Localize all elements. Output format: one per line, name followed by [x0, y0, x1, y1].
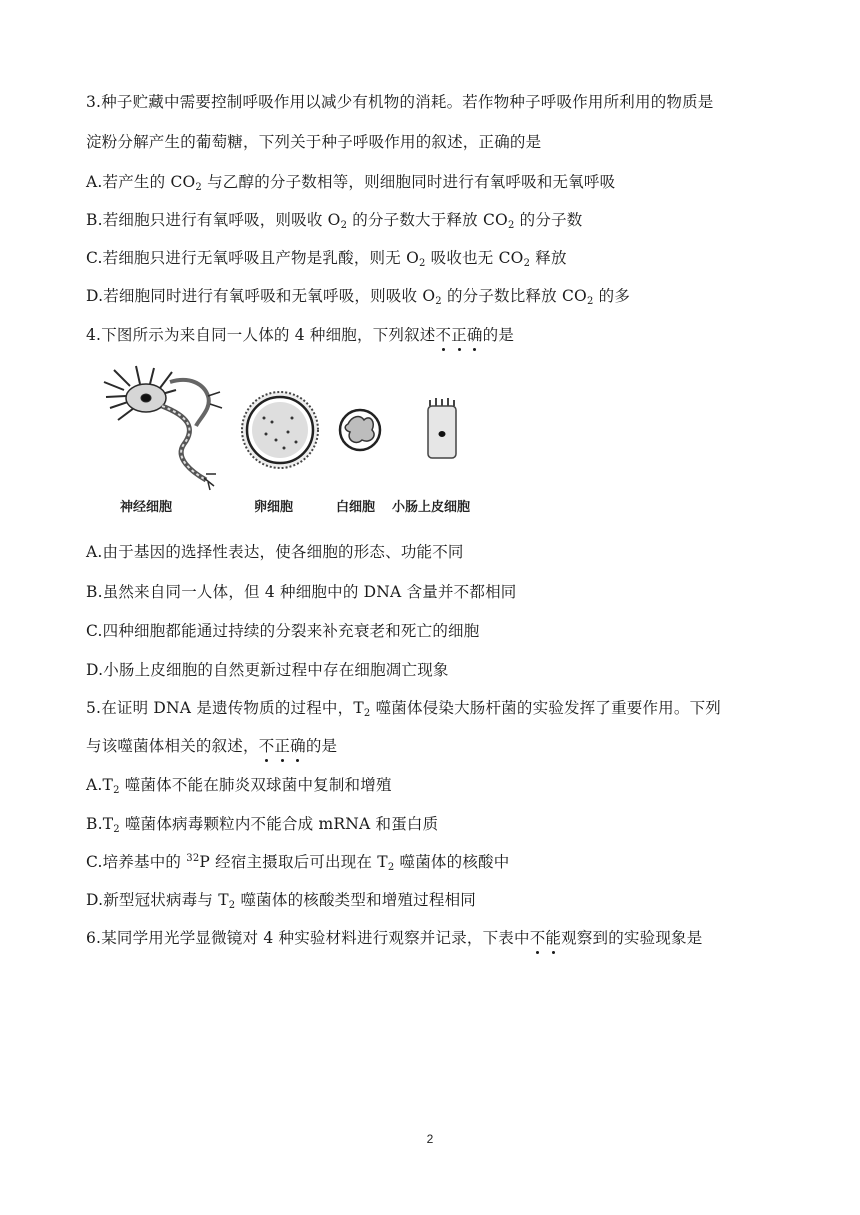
q4-option-b: B.虽然来自同一人体，但 4 种细胞中的 DNA 含量并不都相同 — [86, 583, 517, 601]
figure-label-white-blood-cell: 白细胞 — [336, 500, 376, 515]
egg-cell-illustration — [242, 392, 318, 468]
q6-stem: 6.某同学用光学显微镜对 4 种实验材料进行观察并记录，下表中不能观察到的实验现象是 — [86, 929, 703, 947]
neuron-illustration — [104, 366, 222, 490]
intestinal-epithelial-cell-illustration — [428, 398, 456, 458]
emphasis-char: 正 — [451, 326, 467, 344]
q3-stem-line1: 3.种子贮藏中需要控制呼吸作用以减少有机物的消耗。若作物种子呼吸作用所利用的物质是 — [86, 93, 714, 111]
q5-option-c: C.培养基中的 $^{32}$P 经宿主摄取后可出现在 $T_2$ 噬菌体的核酸中 — [86, 853, 510, 873]
q4-stem: 4.下图所示为来自同一人体的 4 种细胞，下列叙述不正确的是 — [86, 326, 515, 344]
white-blood-cell-illustration — [340, 410, 380, 450]
q3-option-c: C.若细胞只进行无氧呼吸且产物是乳酸，则无 $O_2$ 吸收也无 $CO_2$ 释放 — [86, 249, 567, 269]
q5-option-d: D.新型冠状病毒与 $T_2$ 噬菌体的核酸类型和增殖过程相同 — [86, 891, 476, 911]
q4-option-a: A.由于基因的选择性表达，使各细胞的形态、功能不同 — [86, 543, 464, 561]
q5-option-a: $A.T_2$ 噬菌体不能在肺炎双球菌中复制和增殖 — [86, 776, 392, 796]
emphasis-char: 确 — [466, 326, 483, 344]
emphasis-char: 确 — [290, 737, 306, 755]
q3-option-d: D.若细胞同时进行有氧呼吸和无氧呼吸，则吸收 $O_2$ 的分子数比释放 $CO_2$ 的多 — [86, 287, 631, 307]
figure-label-egg-cell: 卵细胞 — [254, 500, 294, 515]
q4-option-c: C.四种细胞都能通过持续的分裂来补充衰老和死亡的细胞 — [86, 622, 480, 640]
q5-stem-line1: 5.在证明 DNA 是遗传物质的过程中，$T_2$ 噬菌体侵染大肠杆菌的实验发挥了重要作用。下列 — [86, 699, 721, 719]
page-number: 2 — [426, 1132, 434, 1146]
q3-stem-line2: 淀粉分解产生的葡萄糖，下列关于种子呼吸作用的叙述，正确的是 — [86, 133, 542, 151]
emphasis-char: 不 — [529, 929, 546, 947]
cell-figure — [96, 362, 496, 522]
q3-option-a: A.若产生的 $CO_2$ 与乙醇的分子数相等，则细胞同时进行有氧呼吸和无氧呼吸 — [86, 173, 616, 193]
cell-illustrations — [96, 362, 496, 492]
emphasis-char: 不 — [435, 326, 452, 344]
figure-label-neuron: 神经细胞 — [120, 500, 173, 515]
emphasis-char: 能 — [545, 929, 562, 947]
q5-option-b: $B.T_2$ 噬菌体病毒颗粒内不能合成 mRNA 和蛋白质 — [86, 815, 439, 835]
q4-option-d: D.小肠上皮细胞的自然更新过程中存在细胞凋亡现象 — [86, 661, 449, 679]
q5-stem-line2: 与该噬菌体相关的叙述，不正确的是 — [86, 737, 338, 755]
emphasis-char: 正 — [274, 737, 291, 755]
figure-label-intestinal-cell: 小肠上皮细胞 — [392, 500, 471, 515]
emphasis-char: 不 — [258, 737, 275, 755]
q3-option-b: B.若细胞只进行有氧呼吸，则吸收 $O_2$ 的分子数大于释放 $CO_2$ 的分子数 — [86, 211, 583, 231]
